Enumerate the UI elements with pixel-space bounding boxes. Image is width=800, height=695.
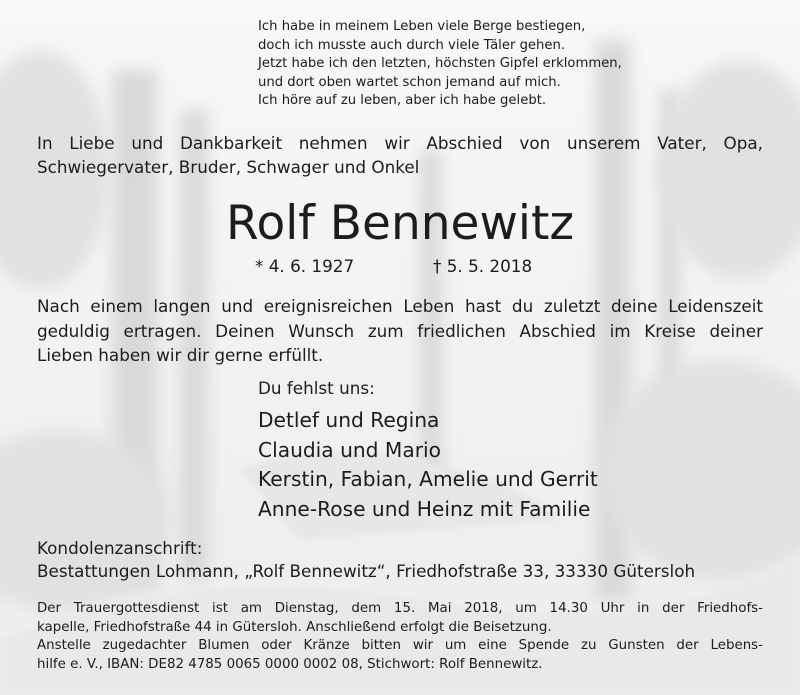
deceased-name: Rolf Bennewitz: [225, 196, 575, 251]
intro-paragraph: [37, 131, 763, 179]
life-line: Lieben haben wir dir gerne erfüllt.: [37, 345, 324, 365]
poem: [258, 18, 622, 111]
family-member: Detlef und Regina: [258, 408, 440, 432]
service-line: kapelle, Friedhofstraße 44 in Gütersloh. Anschließend erfolgt die Beisetzung.: [37, 619, 552, 635]
family-member: Anne-Rose und Heinz mit Familie: [258, 496, 591, 521]
poem-line: Jetzt habe ich den letzten, höchsten Gipfel erklommen,: [258, 56, 622, 72]
service-line: Anstelle zugedachter Blumen oder Kränze bitten wir um eine Spende zu Gunsten der Lebens-: [37, 638, 763, 654]
service-line: hilfe e. V., IBAN: DE82 4785 0065 0000 0002 08, Stichwort: Rolf Bennewitz.: [37, 656, 543, 672]
poem-line: und dort oben wartet schon jemand auf mich.: [258, 74, 561, 90]
condolence-address-line: Bestattungen Lohmann, „Rolf Bennewitz“, Friedhofstraße 33, 33330 Gütersloh: [37, 561, 696, 581]
family-member: Claudia und Mario: [258, 437, 441, 462]
intro-line: In Liebe und Dankbarkeit nehmen wir Abschied von unserem Vater, Opa,: [37, 133, 763, 153]
family-member: Kerstin, Fabian, Amelie und Gerrit: [258, 467, 598, 491]
birth-date: * 4. 6. 1927: [255, 256, 355, 276]
poem-line: Ich höre auf zu leben, aber ich habe gelebt.: [258, 93, 547, 109]
life-line: Nach einem langen und ereignisreichen Leben hast du zuletzt deine Leidenszeit: [37, 296, 763, 316]
life-paragraph: [37, 294, 763, 368]
service-line: Der Trauergottesdienst ist am Dienstag, dem 15. Mai 2018, um 14.30 Uhr in der Friedhofs-: [37, 601, 763, 616]
poem-line: Ich habe in meinem Leben viele Berge bestiegen,: [258, 19, 586, 34]
condolence-address: [37, 537, 695, 583]
service-notice: [37, 600, 763, 674]
death-date: † 5. 5. 2018: [433, 256, 533, 276]
miss-you-label: Du fehlst uns:: [258, 378, 375, 398]
life-line: geduldig ertragen. Deinen Wunsch zum friedlichen Abschied im Kreise deiner: [37, 320, 763, 341]
poem-line: doch ich musste auch durch viele Täler gehen.: [258, 37, 566, 53]
intro-line: Schwiegervater, Bruder, Schwager und Onkel: [37, 157, 420, 177]
condolence-label: Kondolenzanschrift:: [37, 538, 203, 558]
family-list: [258, 406, 598, 524]
